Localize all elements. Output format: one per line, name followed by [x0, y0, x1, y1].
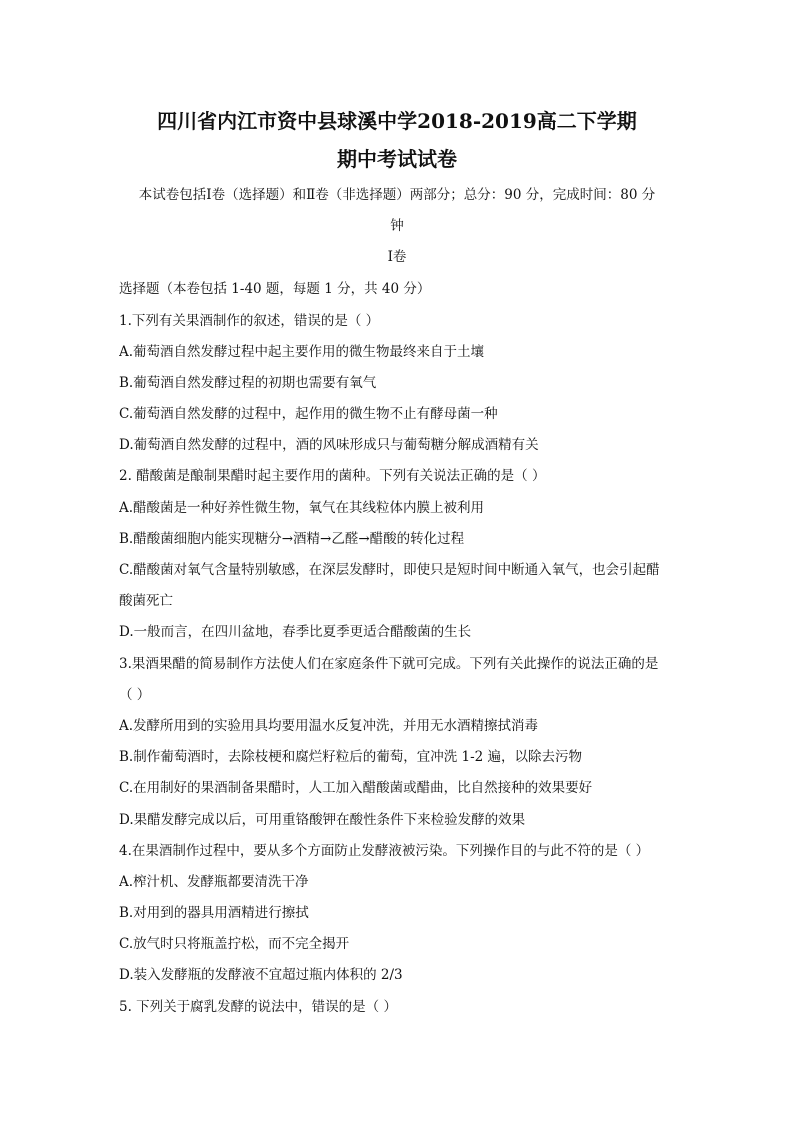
question-4-option-c: C.放气时只将瓶盖拧松，而不完全揭开: [119, 936, 350, 952]
question-5-stem: 5. 下列关于腐乳发酵的说法中，错误的是（ ）: [119, 999, 397, 1015]
question-3-option-d: D.果醋发酵完成以后，可用重铬酸钾在酸性条件下来检验发酵的效果: [119, 812, 526, 828]
exam-title-line1: 四川省内江市资中县球溪中学2018-2019高二下学期: [157, 109, 637, 133]
question-2-option-c: C.醋酸菌对氧气含量特别敏感，在深层发酵时，即使只是短时间中断通入氧气，也会引起醋: [119, 562, 660, 578]
exam-intro-line1: 本试卷包括Ⅰ卷（选择题）和Ⅱ卷（非选择题）两部分；总分：90 分，完成时间：80 分: [138, 187, 656, 203]
question-2-option-c-cont: 酸菌死亡: [119, 593, 173, 609]
question-3-option-b: B.制作葡萄酒时，去除枝梗和腐烂籽粒后的葡萄，宜冲洗 1-2 遍，以除去污物: [119, 749, 583, 765]
exam-intro-line2: 钟: [390, 218, 404, 234]
question-4-stem: 4.在果酒制作过程中，要从多个方面防止发酵液被污染。下列操作目的与此不符的是（ ）: [119, 843, 650, 859]
question-2-option-b: B.醋酸菌细胞内能实现糖分→酒精→乙醛→醋酸的转化过程: [119, 531, 465, 547]
question-1-option-a: A.葡萄酒自然发酵过程中起主要作用的微生物最终来自于土壤: [119, 344, 485, 360]
question-3-stem: 3.果酒果醋的简易制作方法使人们在家庭条件下就可完成。下列有关此操作的说法正确的是: [119, 656, 659, 672]
question-1-option-c: C.葡萄酒自然发酵的过程中，起作用的微生物不止有酵母菌一种: [119, 406, 498, 422]
question-4-option-a: A.榨汁机、发酵瓶都要清洗干净: [119, 874, 309, 890]
question-2-option-a: A.醋酸菌是一种好养性微生物，氧气在其线粒体内膜上被利用: [119, 500, 485, 516]
question-4-option-b: B.对用到的器具用酒精进行擦拭: [119, 905, 309, 921]
part-label: Ⅰ卷: [387, 249, 407, 265]
question-2-stem: 2. 醋酸菌是酿制果醋时起主要作用的菌种。下列有关说法正确的是（ ）: [119, 468, 546, 484]
question-2-option-d: D.一般而言，在四川盆地，春季比夏季更适合醋酸菌的生长: [119, 624, 472, 640]
question-4-option-d: D.装入发酵瓶的发酵液不宜超过瓶内体积的 2/3: [119, 967, 403, 983]
question-3-option-c: C.在用制好的果酒制备果醋时，人工加入醋酸菌或醋曲，比自然接种的效果要好: [119, 780, 593, 796]
question-1-option-d: D.葡萄酒自然发酵的过程中，酒的风味形成只与葡萄糖分解成酒精有关: [119, 437, 539, 453]
question-3-option-a: A.发酵所用到的实验用具均要用温水反复冲洗，并用无水酒精擦拭消毒: [119, 718, 539, 734]
exam-title-line2: 期中考试试卷: [337, 147, 457, 171]
section-label: 选择题（本卷包括 1-40 题，每题 1 分，共 40 分）: [119, 281, 431, 297]
question-3-stem-cont: （ ）: [119, 687, 151, 703]
question-1-option-b: B.葡萄酒自然发酵过程的初期也需要有氧气: [119, 375, 377, 391]
question-1-stem: 1.下列有关果酒制作的叙述，错误的是（ ）: [119, 313, 380, 329]
